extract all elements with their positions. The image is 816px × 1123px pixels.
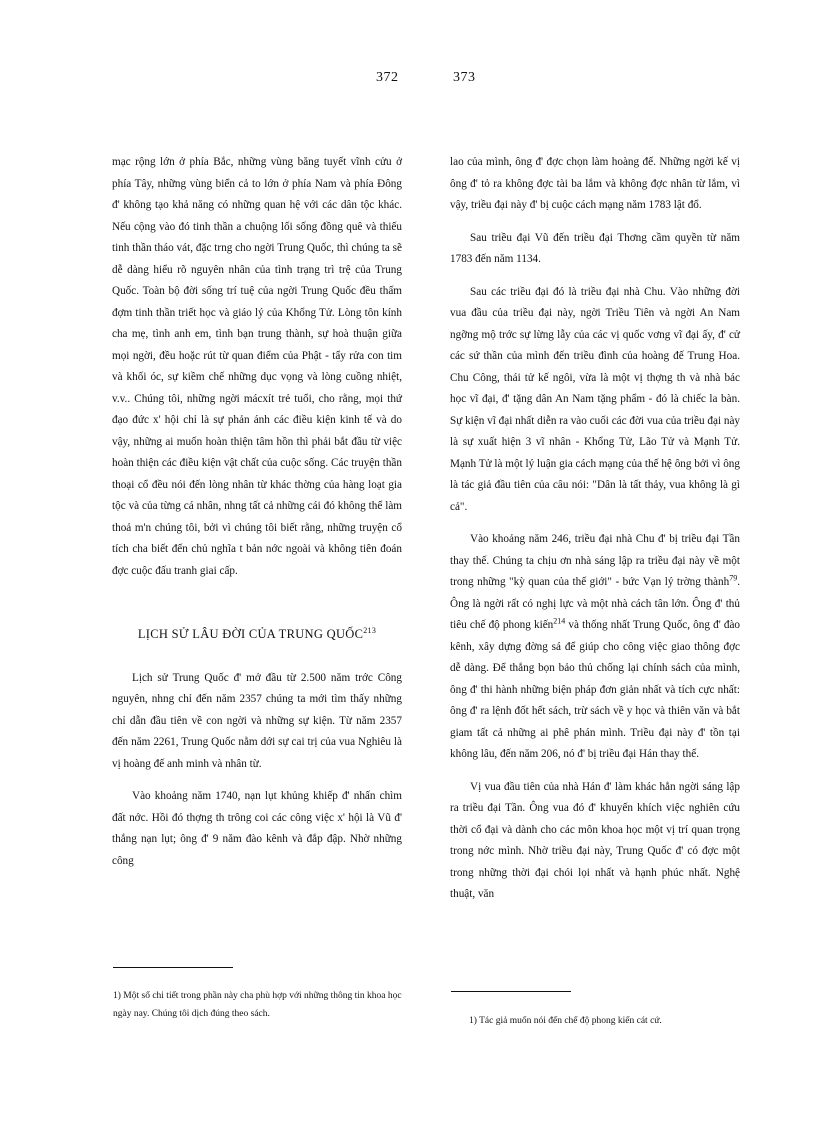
left-paragraph-2: Lịch sử Trung Quốc đ' mở đầu từ 2.500 năm trớc Công nguyên, nhng chỉ đến năm 2357 chúng ta mới tìm thấy những chỉ dẫn đầu tiên về con ngời và những sự kiện. Từ năm 2357 đến năm 2261, Trung Quốc nằm dới sự cai trị của vua Nghiêu là vị hoàng đế anh minh và nhân từ. bbox=[112, 671, 402, 770]
heading-footnote-marker: 213 bbox=[363, 625, 377, 635]
left-paragraph-1: mạc rộng lớn ở phía Bắc, những vùng băng tuyết vĩnh cửu ở phía Tây, những vùng biển cả to lớn ở phía Nam và phía Đông đ' không tạo khả năng có những quan hệ với các dân tộc khác. Nếu cộng vào đó tinh thần a chuộng lối sống đồng quê và thiếu tinh thần tháo vát, đặc trng cho ngời Trung Quốc, thì chúng ta sẽ dễ dàng hiểu rõ nguyên nhân của tình trạng trì trệ của Trung Quốc. Toàn bộ đời sống trí tuệ của ngời Trung Quốc đều thấm đợm tinh thần triết học và giáo lý của Khổng Tử. Lòng tôn kính cha mẹ, tình anh em, tình bạn trung thành, sự hoà thuận giữa mọi ngời, đều hoặc rút từ quan điểm của Phật - tẩy rửa con tim và khối óc, sự kiềm chế những dục vọng và lòng cuồng nhiệt, v.v.. Chúng tôi, những ngời mácxít trẻ tuổi, cho rằng, mọi thứ đạo đức x' hội chỉ là sự phản ánh các điều kiện kinh tế và do vậy, những ai muốn hoàn thiện tâm hồn thì phải bắt đầu từ việc hoàn thiện các điều kiện vật chất của cuộc sống. Các truyện thần thoại cổ đều nói đến lòng nhân từ khác thờng của hàng loạt gia tộc và của từng cá nhân, nhng tất cả những cái đó không thể làm thoả m'n chúng tôi, bởi vì chúng tôi biết rằng, những truyện cổ tích cha biết đến chủ nghĩa t bản nớc ngoài và không tiên đoán đợc cuộc đấu tranh giai cấp. bbox=[112, 156, 402, 577]
page-number-right: 373 bbox=[453, 70, 476, 85]
right-paragraph-4-part-a: Vào khoảng năm 246, triều đại nhà Chu đ' bị triều đại Tần thay thế. Chúng ta chịu ơn nhà sáng lập ra triều đại này về một trong những "kỳ quan của thế giới" - bức Vạn lý trờng thành bbox=[450, 533, 740, 588]
right-paragraph-1: lao của mình, ông đ' đợc chọn làm hoàng đế. Những ngời kế vị ông đ' tỏ ra không đợc tài ba lắm và không đợc nhân từ lắm, vì vậy, triều đại này đ' bị cuộc cách mạng năm 1783 lật đổ. bbox=[450, 156, 740, 211]
right-paragraph-3: Sau các triều đại đó là triều đại nhà Chu. Vào những đời vua đầu của triều đại này, ngời Triều Tiên và ngời An Nam ngỡng mộ trớc sự lừng lẫy của các vị quốc vơng vĩ đại ấy, đ' cử các sứ thần của mình đến triều đình của hoàng đế Trung Hoa. Chu Công, thái tử kế ngôi, vừa là một vị thợng th và nhà bác học vĩ đại, đ' tặng dân An Nam tặng phẩm - đó là chiếc la bàn. Sự kiện vĩ đại nhất diễn ra vào cuối các đời vua của triều đại này là sự xuất hiện 3 vĩ nhân - Khổng Tử, Lão Tử và Mạnh Tử. Mạnh Tử là một lý luận gia cách mạng của thế hệ ông bởi vì ông là tác giả đầu tiên của câu nói: "Dân là tất thảy, vua không là gì cả". bbox=[450, 285, 741, 513]
right-page-column bbox=[450, 152, 740, 906]
section-heading-text: LỊCH SỬ LÂU ĐỜI CỦA TRUNG QUỐC bbox=[137, 627, 364, 641]
right-paragraph-4-part-c: và thống nhất Trung Quốc, ông đ' đào kênh, xây dựng đờng sá để giúp cho công việc giao thông đợc dễ dàng. Để thắng bọn bảo thủ chống lại chính sách của mình, ông đ' thi hành những biện pháp đơn giản nhất và tích cực nhất: ông đ' ra lệnh đốt hết sách, trừ sách về y học và thiên văn và bắt giam tất cả những ai phê phán mình. Triều đại này đ' tồn tại không lâu, đến năm 206, nó đ' bị triều đại Hán thay thế. bbox=[450, 619, 741, 760]
section-heading bbox=[112, 624, 402, 646]
right-paragraph-2: Sau triều đại Vũ đến triều đại Thơng cầm quyền từ năm 1783 đến năm 1134. bbox=[450, 231, 740, 265]
page-number-left: 372 bbox=[376, 70, 399, 85]
right-footnote-rule bbox=[451, 991, 571, 992]
right-footnote: 1) Tác giả muốn nói đến chế độ phong kiến cát cứ. bbox=[469, 1016, 662, 1026]
right-paragraph-5: Vị vua đầu tiên của nhà Hán đ' làm khác hẳn ngời sáng lập ra triều đại Tần. Ông vua đó đ' khuyến khích việc nghiên cứu thời cổ đại và dành cho các môn khoa học một vị trí quan trọng trong nớc mình. Nhờ triều đại này, Trung Quốc đ' có đợc một trong những thời đại chói lọi nhất và hạnh phúc nhất. Nghệ thuật, văn bbox=[450, 780, 740, 900]
right-paragraph-4 bbox=[450, 529, 740, 766]
footnote-marker-79: 79 bbox=[729, 573, 738, 583]
left-footnote-rule bbox=[113, 967, 233, 968]
left-paragraph-3: Vào khoảng năm 1740, nạn lụt khủng khiếp đ' nhấn chìm đất nớc. Hồi đó thợng th trông coi các công việc x' hội là Vũ đ' thắng nạn lụt; ông đ' 9 năm đào kênh và đắp đập. Nhờ những công bbox=[112, 790, 402, 867]
footnote-marker-214: 214 bbox=[553, 616, 566, 626]
left-page-column bbox=[112, 152, 402, 872]
left-footnote: 1) Một số chi tiết trong phần này cha phù hợp với những thông tin khoa học ngày nay. Chúng tôi dịch đúng theo sách. bbox=[113, 991, 402, 1019]
right-paragraph-4-part-b: . Ông là ngời rất có nghị lực và một nhà cách tân lớn. Ông đ' thủ tiêu chế độ phong kiến bbox=[450, 576, 740, 631]
